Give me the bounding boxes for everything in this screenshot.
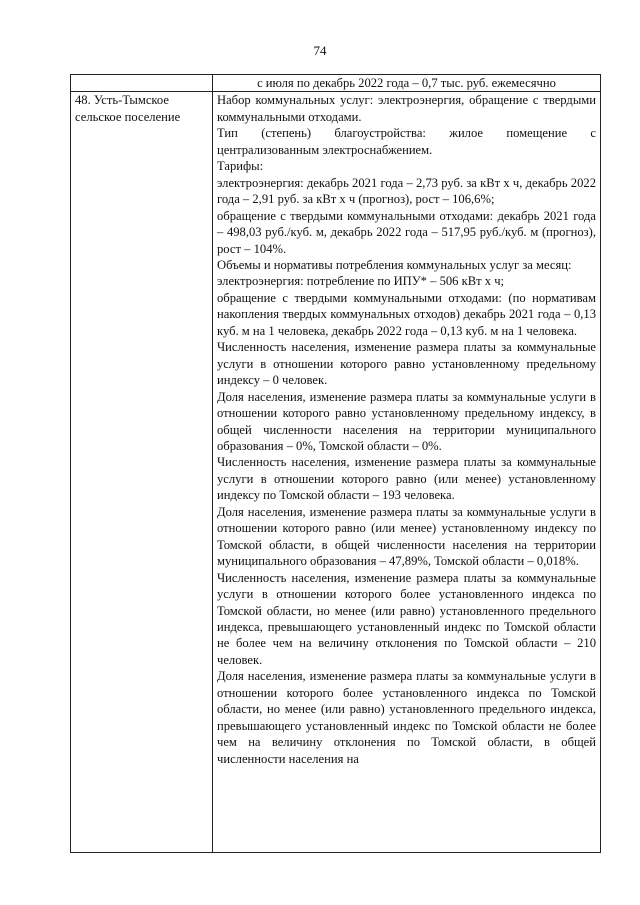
table-cell-empty [71,75,213,92]
paragraph-waste-volume: обращение с твердыми коммунальными отходами: (по нормативам накопления твердых коммунальных отходов) декабрь 2021 года – 0,13 куб. м на 1 человека, декабрь 2022 года – 0,13 куб. м на 1 человека. [217,290,596,338]
table-row-continuation [71,75,601,92]
paragraph-electricity-tariff: электроэнергия: декабрь 2021 года – 2,73 руб. за кВт х ч, декабрь 2022 года – 2,91 руб. за кВт х ч (прогноз), рост – 106,6%; [217,175,596,207]
paragraph-tariffs-heading: Тарифы: [217,159,264,174]
paragraph-population-region-index: Численность населения, изменение размера платы за коммунальные услуги в отношении которого равно (или менее) установленному индексу по Томской области – 193 человека. [217,455,596,503]
paragraph-waste-tariff: обращение с твердыми коммунальными отходами: декабрь 2021 года – 498,03 руб./куб. м, декабрь 2022 года – 517,95 руб./куб. м (прогноз), рост – 104%. [217,208,596,256]
paragraph-volumes-heading: Объемы и нормативы потребления коммунальных услуг за месяц: [217,257,572,272]
settlement-name: 48. Усть-Тымское сельское поселение [71,92,213,853]
page-number: 74 [313,43,327,58]
paragraph-population-above-index: Численность населения, изменение размера платы за коммунальные услуги в отношении которого более установленного индекса по Томской области, но менее (или равно) установленного предельного индекса, превышающего установленный индекс по Томской области не более чем на величину отклонения по Томской области – 210 человек. [217,570,596,667]
data-table [70,74,601,853]
continuation-text: с июля по декабрь 2022 года – 0,7 тыс. руб. ежемесячно [213,75,601,92]
description-cell [213,92,601,853]
paragraph-services: Набор коммунальных услуг: электроэнергия, обращение с твердыми коммунальными отходами. [217,93,596,124]
table-row [71,92,601,853]
paragraph-share-above-index: Доля населения, изменение размера платы за коммунальные услуги в отношении которого более установленного индекса по Томской области, но менее (или равно) установленного предельного индекса, превышающего установленный индекс по Томской области не более чем на величину отклонения по Томской области, в общей численности населения на [217,669,596,766]
paragraph-population-limit-index: Численность населения, изменение размера платы за коммунальные услуги в отношении которого равно установленному предельному индексу – 0 человек. [217,340,596,388]
paragraph-electricity-volume: электроэнергия: потребление по ИПУ* – 506 кВт х ч; [217,274,505,289]
paragraph-share-region-index: Доля населения, изменение размера платы за коммунальные услуги в отношении которого равно (или менее) установленному индексу по Томской области, в общей численности населения на территории муниципального образования – 47,89%, Томской области – 0,018%. [217,504,596,569]
paragraph-share-limit-index: Доля населения, изменение размера платы за коммунальные услуги в отношении которого равно установленному предельному индексу, в общей численности населения на территории муниципального образования – 0%, Томской области – 0%. [217,389,596,453]
paragraph-amenity-type: Тип (степень) благоустройства: жилое помещение с централизованным электроснабжением. [217,126,596,157]
